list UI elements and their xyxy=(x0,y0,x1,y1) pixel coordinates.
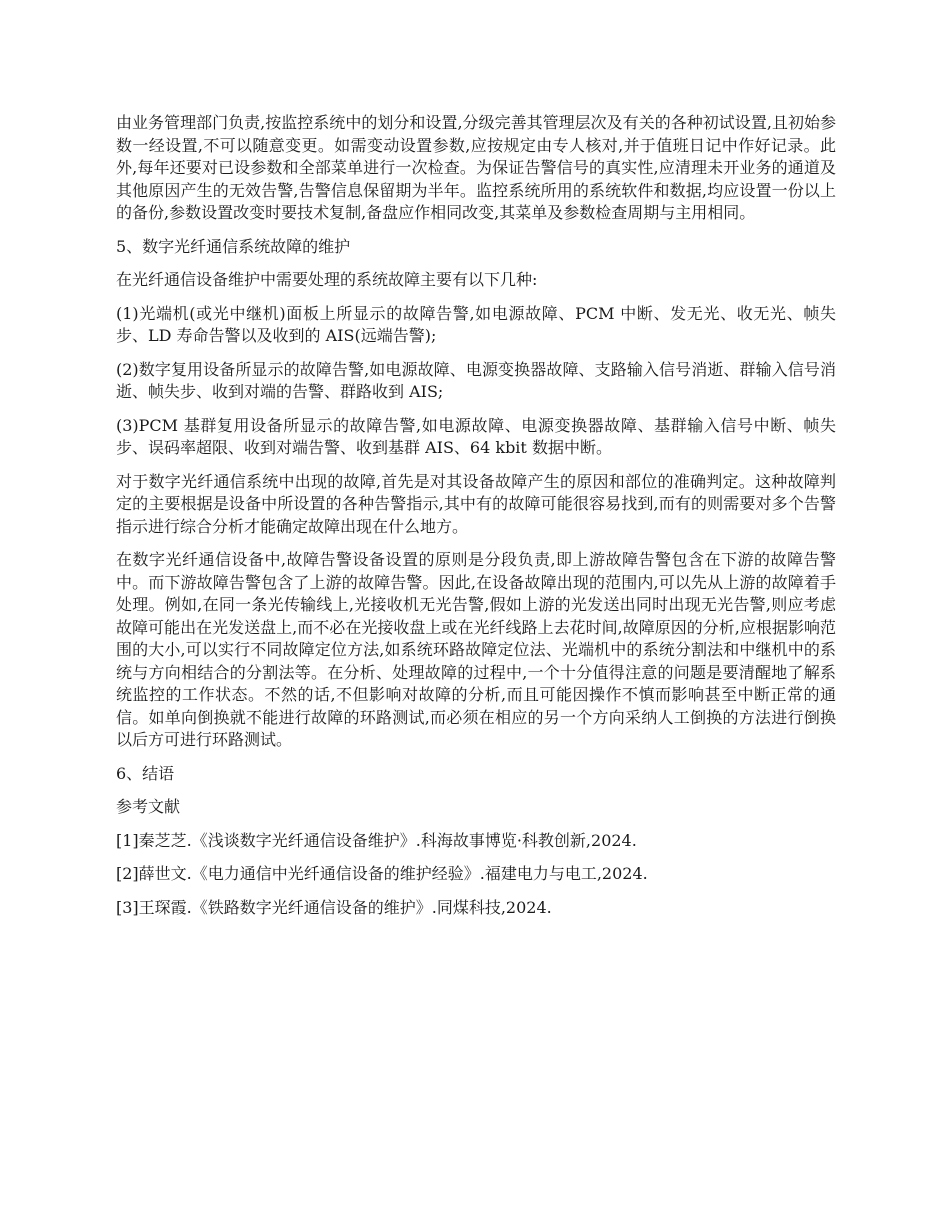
paragraph-fault-judgement: 对于数字光纤通信系统中出现的故障,首先是对其设备故障产生的原因和部位的准确判定。这种故障判定的主要根据是设备中所设置的各种告警指示,其中有的故障可能很容易找到,而有的则需要对多个告警指示进行综合分析才能确定故障出现在什么地方。 xyxy=(116,471,836,536)
paragraph-monitoring-settings: 由业务管理部门负责,按监控系统中的划分和设置,分级完善其管理层次及有关的各种初试设置,且初始参数一经设置,不可以随意变更。如需变动设置参数,应按规定由专人核对,并于值班日记中作好记录。此外,每年还要对已设参数和全部菜单进行一次检查。为保证告警信号的真实性,应清理未开业务的通道及其他原因产生的无效告警,告警信息保留期为半年。监控系统所用的系统软件和数据,均应设置一份以上的备份,参数设置改变时要技术复制,备盘应作相同改变,其菜单及参数检查周期与主用相同。 xyxy=(116,113,836,222)
paragraph-fault-type-2: (2)数字复用设备所显示的故障告警,如电源故障、电源变换器故障、支路输入信号消逝、群输入信号消逝、帧失步、收到对端的告警、群路收到 AIS; xyxy=(116,359,836,401)
reference-item-3: [3]王琛霞.《铁路数字光纤通信设备的维护》.同煤科技,2024. xyxy=(116,897,552,917)
paragraph-fault-alarm-principle: 在数字光纤通信设备中,故障告警设备设置的原则是分段负责,即上游故障告警包含在下游的故障告警中。而下游故障告警包含了上游的故障告警。因此,在设备故障出现的范围内,可以先从上游的故障着手处理。例如,在同一条光传输线上,光接收机无光告警,假如上游的光发送出同时出现无光告警,则应考虑故障可能出在光发送盘上,而不必在光接收盘上或在光纤线路上去花时间,故障原因的分析,应根据影响范围的大小,可以实行不同故障定位方法,如系统环路故障定位法、光端机中的系统分割法和中继机中的系统与方向相结合的分割法等。在分析、处理故障的过程中,一个十分值得注意的问题是要清醒地了解系统监控的工作状态。不然的话,不但影响对故障的分析,而且可能因操作不慎而影响甚至中断正常的通信。如单向倒换就不能进行故障的环路测试,而必须在相应的另一个方向采纳人工倒换的方法进行倒换以后方可进行环路测试。 xyxy=(116,550,836,749)
paragraph-fault-type-3: (3)PCM 基群复用设备所显示的故障告警,如电源故障、电源变换器故障、基群输入信号中断、帧失步、误码率超限、收到对端告警、收到基群 AIS、64 kbit 数据中断。 xyxy=(116,415,836,457)
references-title: 参考文献 xyxy=(116,797,181,816)
paragraph-fault-type-1: (1)光端机(或光中继机)面板上所显示的故障告警,如电源故障、PCM 中断、发无光、收无光、帧失步、LD 寿命告警以及收到的 AIS(远端告警); xyxy=(116,303,836,345)
section-heading-6: 6、结语 xyxy=(116,763,175,783)
section-heading-5: 5、数字光纤通信系统故障的维护 xyxy=(116,236,351,256)
reference-item-2: [2]薛世文.《电力通信中光纤通信设备的维护经验》.福建电力与电工,2024. xyxy=(116,864,648,883)
document-body xyxy=(116,112,836,930)
paragraph-fault-types-intro: 在光纤通信设备维护中需要处理的系统故障主要有以下几种: xyxy=(116,270,538,289)
reference-item-1: [1]秦芝芝.《浅谈数字光纤通信设备维护》.科海故事博览·科教创新,2024. xyxy=(116,830,637,850)
